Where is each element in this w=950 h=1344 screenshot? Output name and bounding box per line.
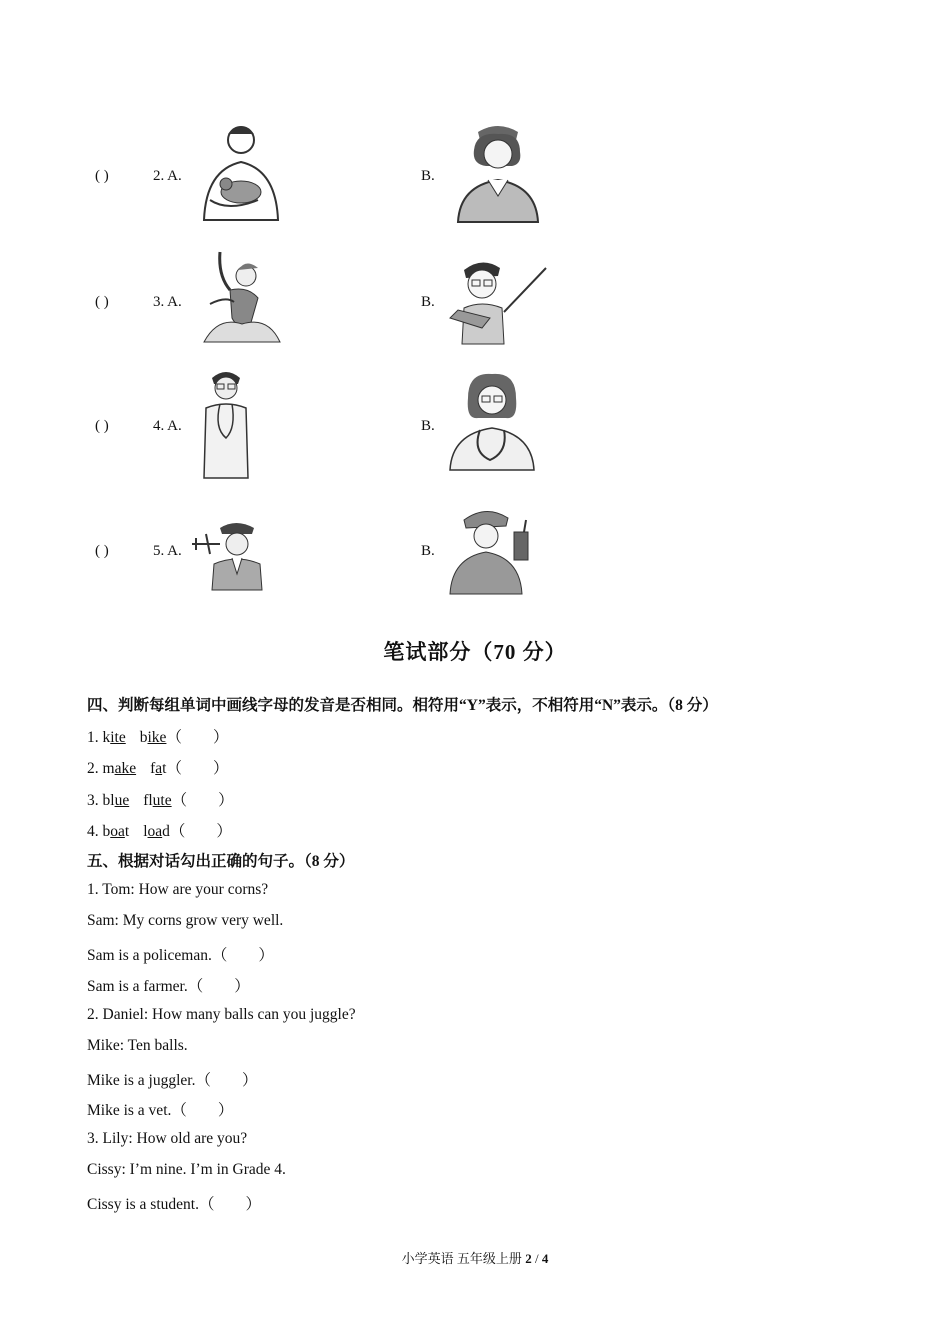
- answer-blank[interactable]: （ ）: [166, 729, 229, 746]
- answer-blank[interactable]: （ ）: [171, 792, 234, 809]
- option-a-label: 5. A.: [153, 543, 182, 559]
- item-number: 3.: [87, 792, 99, 809]
- teacher-icon: [446, 256, 550, 346]
- policeman-icon: [446, 502, 538, 596]
- word-2: flute: [143, 792, 172, 809]
- section-four-heading: 四、判断每组单词中画线字母的发音是否相同。相符用“Y”表示，不相符用“N”表示。（8 分）: [87, 697, 718, 714]
- option-a-label: 3. A.: [153, 294, 182, 310]
- word-1: blue: [102, 792, 130, 809]
- pilot-icon: [190, 514, 280, 592]
- dialogue-line: Mike: Ten balls.: [87, 1037, 188, 1054]
- female-doctor-icon: [446, 368, 536, 472]
- item-number: 4.: [87, 823, 99, 840]
- pronunciation-item-1: [87, 725, 228, 747]
- footer-text: 小学英语 五年级上册: [401, 1251, 526, 1266]
- dialogue-line: 3. Lily: How old are you?: [87, 1130, 248, 1147]
- item-number: 2.: [87, 760, 99, 777]
- answer-choice[interactable]: Cissy is a student.（ ）: [87, 1196, 261, 1213]
- answer-paren[interactable]: ( ): [95, 294, 109, 310]
- answer-paren[interactable]: ( ): [95, 418, 109, 434]
- page-total: 4: [541, 1251, 549, 1266]
- picture-question-5: [0, 500, 950, 610]
- nurse-icon: [446, 120, 550, 224]
- answer-paren[interactable]: ( ): [95, 168, 109, 184]
- picture-question-4: [0, 368, 950, 478]
- answer-choice[interactable]: Sam is a policeman.（ ）: [87, 947, 274, 964]
- answer-choice[interactable]: Mike is a vet.（ ）: [87, 1102, 234, 1119]
- word-1: boat: [102, 823, 130, 840]
- answer-paren[interactable]: ( ): [95, 543, 109, 559]
- word-1: make: [102, 760, 137, 777]
- dialogue-line: 1. Tom: How are your corns?: [87, 881, 269, 898]
- word-1: kite: [102, 729, 126, 746]
- page-number: 2: [525, 1251, 532, 1266]
- pronunciation-item-4: [87, 819, 232, 841]
- dialogue-line: 2. Daniel: How many balls can you juggle?: [87, 1006, 356, 1023]
- word-2: bike: [139, 729, 167, 746]
- item-number: 1.: [87, 729, 99, 746]
- dancer-icon: [198, 246, 284, 346]
- option-b-label: B.: [421, 294, 435, 310]
- male-doctor-icon: [198, 368, 254, 480]
- dialogue-line: Sam: My corns grow very well.: [87, 912, 284, 929]
- pronunciation-item-3: [87, 788, 234, 810]
- picture-question-2: [0, 120, 950, 230]
- word-2: fat: [150, 760, 167, 777]
- option-b-label: B.: [421, 168, 435, 184]
- dialogue-line: Cissy: I’m nine. I’m in Grade 4.: [87, 1161, 286, 1178]
- answer-blank[interactable]: （ ）: [166, 760, 229, 777]
- picture-question-3: [0, 246, 950, 356]
- man-holding-cat-icon: [198, 120, 284, 224]
- option-b-label: B.: [421, 418, 435, 434]
- answer-choice[interactable]: Mike is a juggler.（ ）: [87, 1072, 258, 1089]
- option-b-label: B.: [421, 543, 435, 559]
- written-section-title: 笔试部分（70 分）: [383, 640, 567, 664]
- section-five-heading: 五、根据对话勾出正确的句子。（8 分）: [87, 853, 355, 870]
- page-footer: [0, 1248, 950, 1267]
- option-a-label: 4. A.: [153, 418, 182, 434]
- word-2: load: [143, 823, 170, 840]
- answer-choice[interactable]: Sam is a farmer.（ ）: [87, 978, 250, 995]
- answer-blank[interactable]: （ ）: [169, 823, 232, 840]
- pronunciation-item-2: [87, 756, 228, 778]
- option-a-label: 2. A.: [153, 168, 182, 184]
- page-separator: /: [531, 1251, 542, 1266]
